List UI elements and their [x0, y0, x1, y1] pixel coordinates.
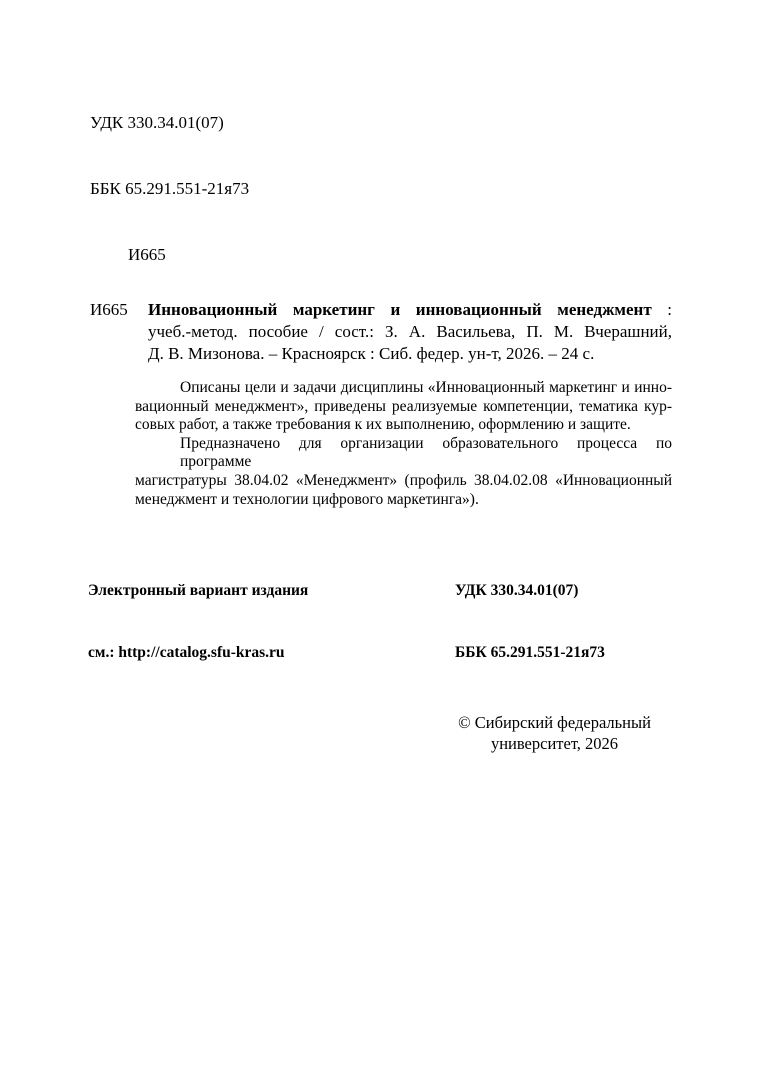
classification-block — [90, 68, 249, 310]
author-sign: И665 — [128, 245, 166, 264]
edition-note-line: Электронный вариант издания — [88, 582, 309, 599]
annotation-block — [135, 379, 672, 509]
copyright-notice — [452, 712, 657, 754]
title-colon: : — [651, 300, 672, 319]
biblio-line-3: Д. В. Мизонова. – Красноярск : Сиб. федер. ун-т, 2026. – 24 с. — [148, 343, 595, 363]
annotation-paragraph-2 — [135, 435, 672, 509]
biblio-entry — [148, 299, 672, 364]
annotation-line: менеджмент и технологии цифрового маркетинга»). — [135, 490, 479, 508]
copyright-line-1: © Сибирский федеральный — [458, 713, 651, 732]
classification-block-repeat — [455, 540, 605, 704]
catalog-url: см.: http://catalog.sfu-kras.ru — [88, 643, 285, 661]
annotation-line: вационный менеджмент», приведены реализуемые компетенции, тематика кур- — [135, 397, 672, 415]
udc-number-repeat: УДК 330.34.01(07) — [455, 582, 579, 599]
udc-number: УДК 330.34.01(07) — [90, 113, 224, 132]
annotation-paragraph-1 — [135, 379, 672, 435]
annotation-line: совых работ, а также требования к их выполнению, оформлению и защите. — [135, 416, 631, 434]
bbk-number: ББК 65.291.551-21я73 — [90, 179, 250, 198]
bibliographic-record — [90, 299, 672, 364]
biblio-label: И665 — [90, 300, 128, 319]
copyright-line-2: университет, 2026 — [490, 734, 619, 753]
book-title: Инновационный маркетинг и инновационный менеджмент — [148, 300, 652, 319]
electronic-edition-note — [88, 540, 308, 704]
annotation-line: Предназначено для организации образовательного процесса по программе — [180, 434, 672, 471]
bbk-number-repeat: ББК 65.291.551-21я73 — [455, 643, 605, 661]
biblio-line-2: учеб.-метод. пособие / сост.: З. А. Васильева, П. М. Вчерашний, — [148, 321, 672, 341]
biblio-title-line — [148, 299, 672, 321]
annotation-line: Описаны цели и задачи дисциплины «Инновационный маркетинг и инно- — [180, 379, 672, 396]
annotation-line: магистратуры 38.04.02 «Менеджмент» (профиль 38.04.02.08 «Инновационный — [135, 471, 672, 489]
